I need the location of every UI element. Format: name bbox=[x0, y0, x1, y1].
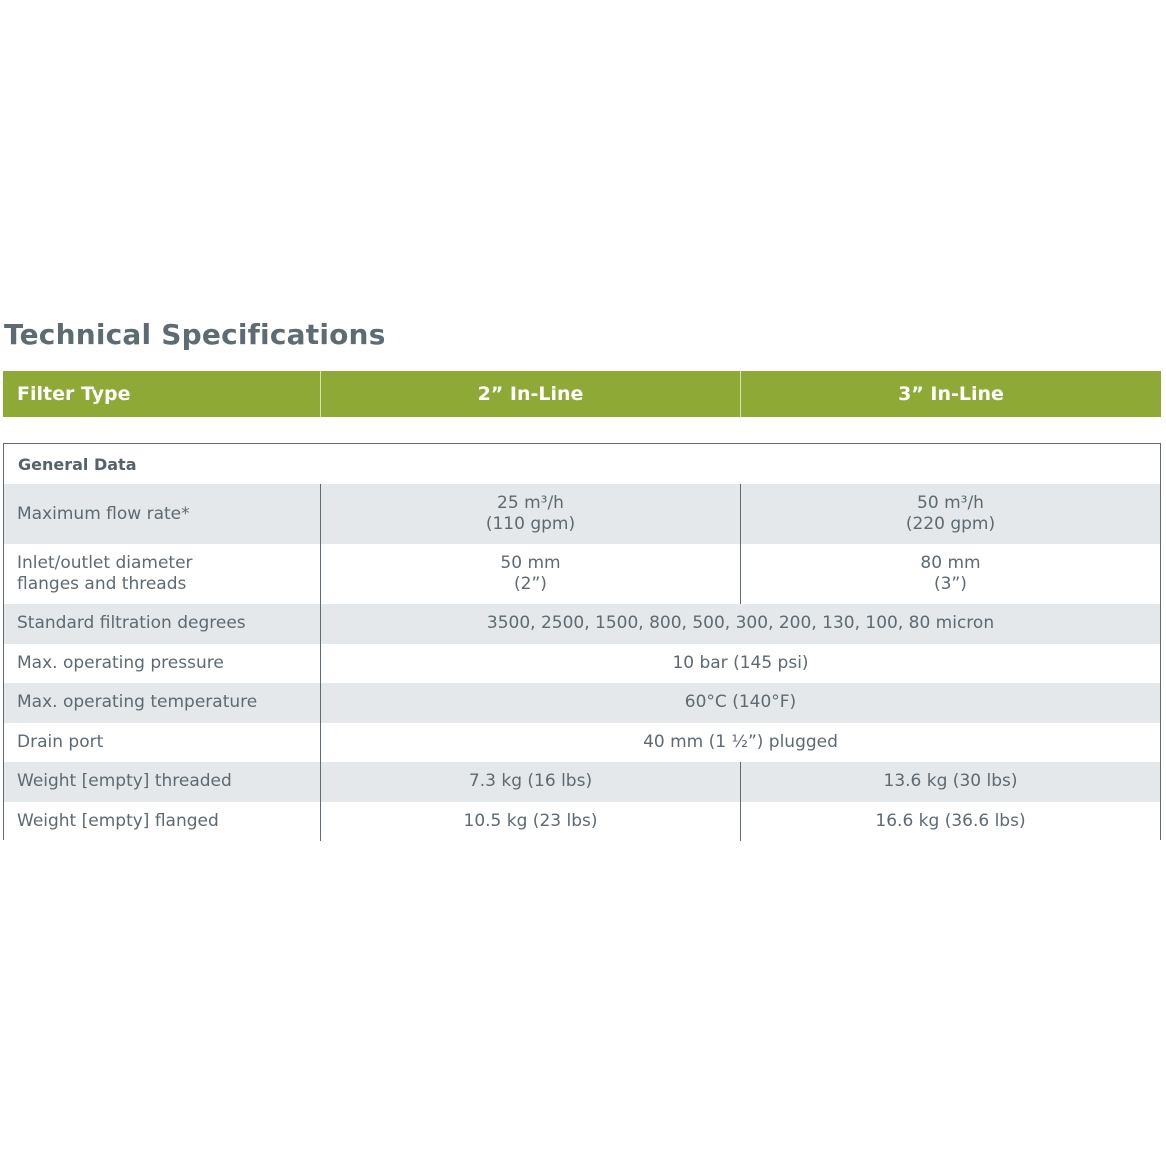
cell-3-inch bbox=[741, 484, 1160, 544]
row-label bbox=[4, 544, 321, 604]
cell-value: 10.5 kg (23 lbs) bbox=[463, 810, 598, 831]
cell-3-inch bbox=[741, 544, 1160, 604]
cell-value: 80 mm bbox=[920, 553, 981, 573]
header-filter-type: Filter Type bbox=[3, 371, 321, 417]
cell-value: 13.6 kg (30 lbs) bbox=[883, 771, 1018, 792]
row-label-text: Maximum flow rate* bbox=[17, 503, 190, 524]
cell-value: 16.6 kg (36.6 lbs) bbox=[875, 810, 1026, 831]
row-label-text: Max. operating pressure bbox=[17, 652, 224, 673]
cell-value: 7.3 kg (16 lbs) bbox=[468, 771, 593, 792]
cell-value: 50 mm bbox=[500, 553, 561, 573]
table-row bbox=[4, 723, 1160, 763]
row-label-text: Max. operating temperature bbox=[17, 692, 258, 713]
page-title: Technical Specifications bbox=[4, 318, 386, 351]
cell-2-inch bbox=[321, 762, 741, 802]
cell-value: 60°C (140°F) bbox=[684, 692, 797, 713]
cell-both-models bbox=[321, 604, 1160, 644]
cell-value: 3500, 2500, 1500, 800, 500, 300, 200, 130, 100, 80 micron bbox=[486, 613, 995, 634]
row-label-text: Drain port bbox=[17, 731, 104, 752]
row-label-text: Weight [empty] threaded bbox=[17, 771, 232, 792]
cell-value: 40 mm (1 ½”) plugged bbox=[643, 731, 838, 752]
row-label bbox=[4, 723, 321, 763]
row-label bbox=[4, 762, 321, 802]
spec-table bbox=[3, 443, 1161, 840]
row-label bbox=[4, 484, 321, 544]
cell-2-inch bbox=[321, 484, 741, 544]
table-row bbox=[4, 644, 1160, 684]
cell-both-models bbox=[321, 723, 1160, 763]
cell-value: 50 m³/h bbox=[917, 493, 984, 513]
row-label-text: Standard filtration degrees bbox=[17, 613, 246, 634]
cell-value: 25 m³/h bbox=[497, 493, 564, 513]
row-label-text: flanges and threads bbox=[17, 574, 187, 594]
cell-2-inch bbox=[321, 802, 741, 842]
row-label-text: Inlet/outlet diameter bbox=[17, 553, 193, 573]
table-row bbox=[4, 762, 1160, 802]
row-label bbox=[4, 802, 321, 842]
table-row bbox=[4, 604, 1160, 644]
cell-both-models bbox=[321, 683, 1160, 723]
table-row bbox=[4, 802, 1160, 842]
cell-3-inch bbox=[741, 762, 1160, 802]
table-header bbox=[3, 371, 1161, 417]
header-2-inch-inline: 2” In-Line bbox=[321, 371, 741, 417]
cell-value: 10 bar (145 psi) bbox=[672, 652, 809, 673]
table-row bbox=[4, 484, 1160, 544]
row-label bbox=[4, 683, 321, 723]
cell-3-inch bbox=[741, 802, 1160, 842]
cell-value-secondary: (3”) bbox=[934, 574, 967, 594]
cell-value-secondary: (220 gpm) bbox=[905, 514, 996, 534]
header-3-inch-inline: 3” In-Line bbox=[898, 383, 1004, 405]
row-label bbox=[4, 644, 321, 684]
section-title: General Data bbox=[4, 444, 1160, 484]
cell-both-models bbox=[321, 644, 1160, 684]
row-label-text: Weight [empty] flanged bbox=[17, 810, 219, 831]
row-label bbox=[4, 604, 321, 644]
table-row bbox=[4, 683, 1160, 723]
table-row bbox=[4, 544, 1160, 604]
cell-2-inch bbox=[321, 544, 741, 604]
cell-value-secondary: (110 gpm) bbox=[485, 514, 576, 534]
cell-value-secondary: (2”) bbox=[514, 574, 547, 594]
